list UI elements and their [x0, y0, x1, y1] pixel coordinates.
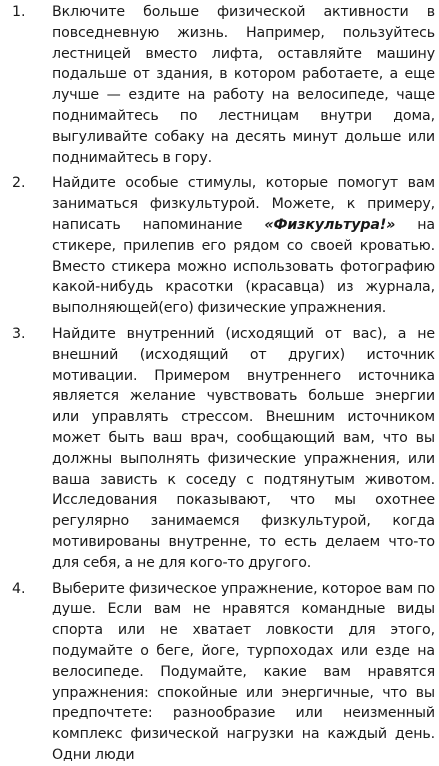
list-item — [12, 173, 435, 319]
list-item-text: Найдите внутренний (исходящий от вас), а не внешний (исходящий от других) источник мотивации. Примером внутреннего источника является желание чувствовать больше энергии или управлять стрессом. Внешним источником может быть ваш врач, сообщающий вам, что вы должны выполнять физические упражнения, или ваша зависть к соседу с подтянутым животом. Исследования показывают, что мы охотнее регулярно занимаемся физкультурой, когда мотивированы внутренне, то есть делаем что-то для себя, а не для кого-то другого. — [52, 325, 435, 571]
list-item-text: Выберите физическое упражнение, которое вам по душе. Если вам не нравятся командные виды спорта или не хватает ловкости для этого, подумайте о беге, йоге, турпоходах или езде на велосипеде. Подумайте, какие вам нравятся упражнения: спокойные или энергичные, что вы предпочтете: разнообразие или неизменный комплекс физической нагрузки на каждый день. Одни люди — [52, 580, 435, 763]
list-item-text-after: на стикере, прилепив его рядом со своей кроватью. Вместо стикера можно использовать фотографию какой-нибудь красотки (красавца) из журнала, выполняющей(его) физические упражнения. — [52, 216, 435, 317]
list-item — [12, 2, 435, 168]
list-item-number: 4. — [12, 580, 26, 597]
list-item — [12, 324, 435, 574]
emphasized-reminder-text: «Физкультура!» — [264, 216, 396, 233]
list-item-number: 3. — [12, 325, 26, 342]
numbered-list — [12, 2, 435, 766]
list-item-number: 1. — [12, 4, 26, 20]
list-item — [12, 579, 435, 766]
list-item-text — [38, 173, 435, 319]
list-item-number: 2. — [12, 175, 26, 192]
list-item-text-before: Найдите особые стимулы, которые помогут вам заниматься физкультурой. Можете, к примеру, написать напоминание — [52, 175, 435, 233]
list-item-text: Включите больше физической активности в повседневную жизнь. Например, пользуйтесь лестницей вместо лифта, оставляйте машину подальше от здания, в котором работаете, а еще лучше — ездите на работу на велосипеде, чаще поднимайтесь по лестницам внутри дома, выгуливайте собаку на десять минут дольше или поднимайтесь в гору. — [52, 4, 435, 166]
